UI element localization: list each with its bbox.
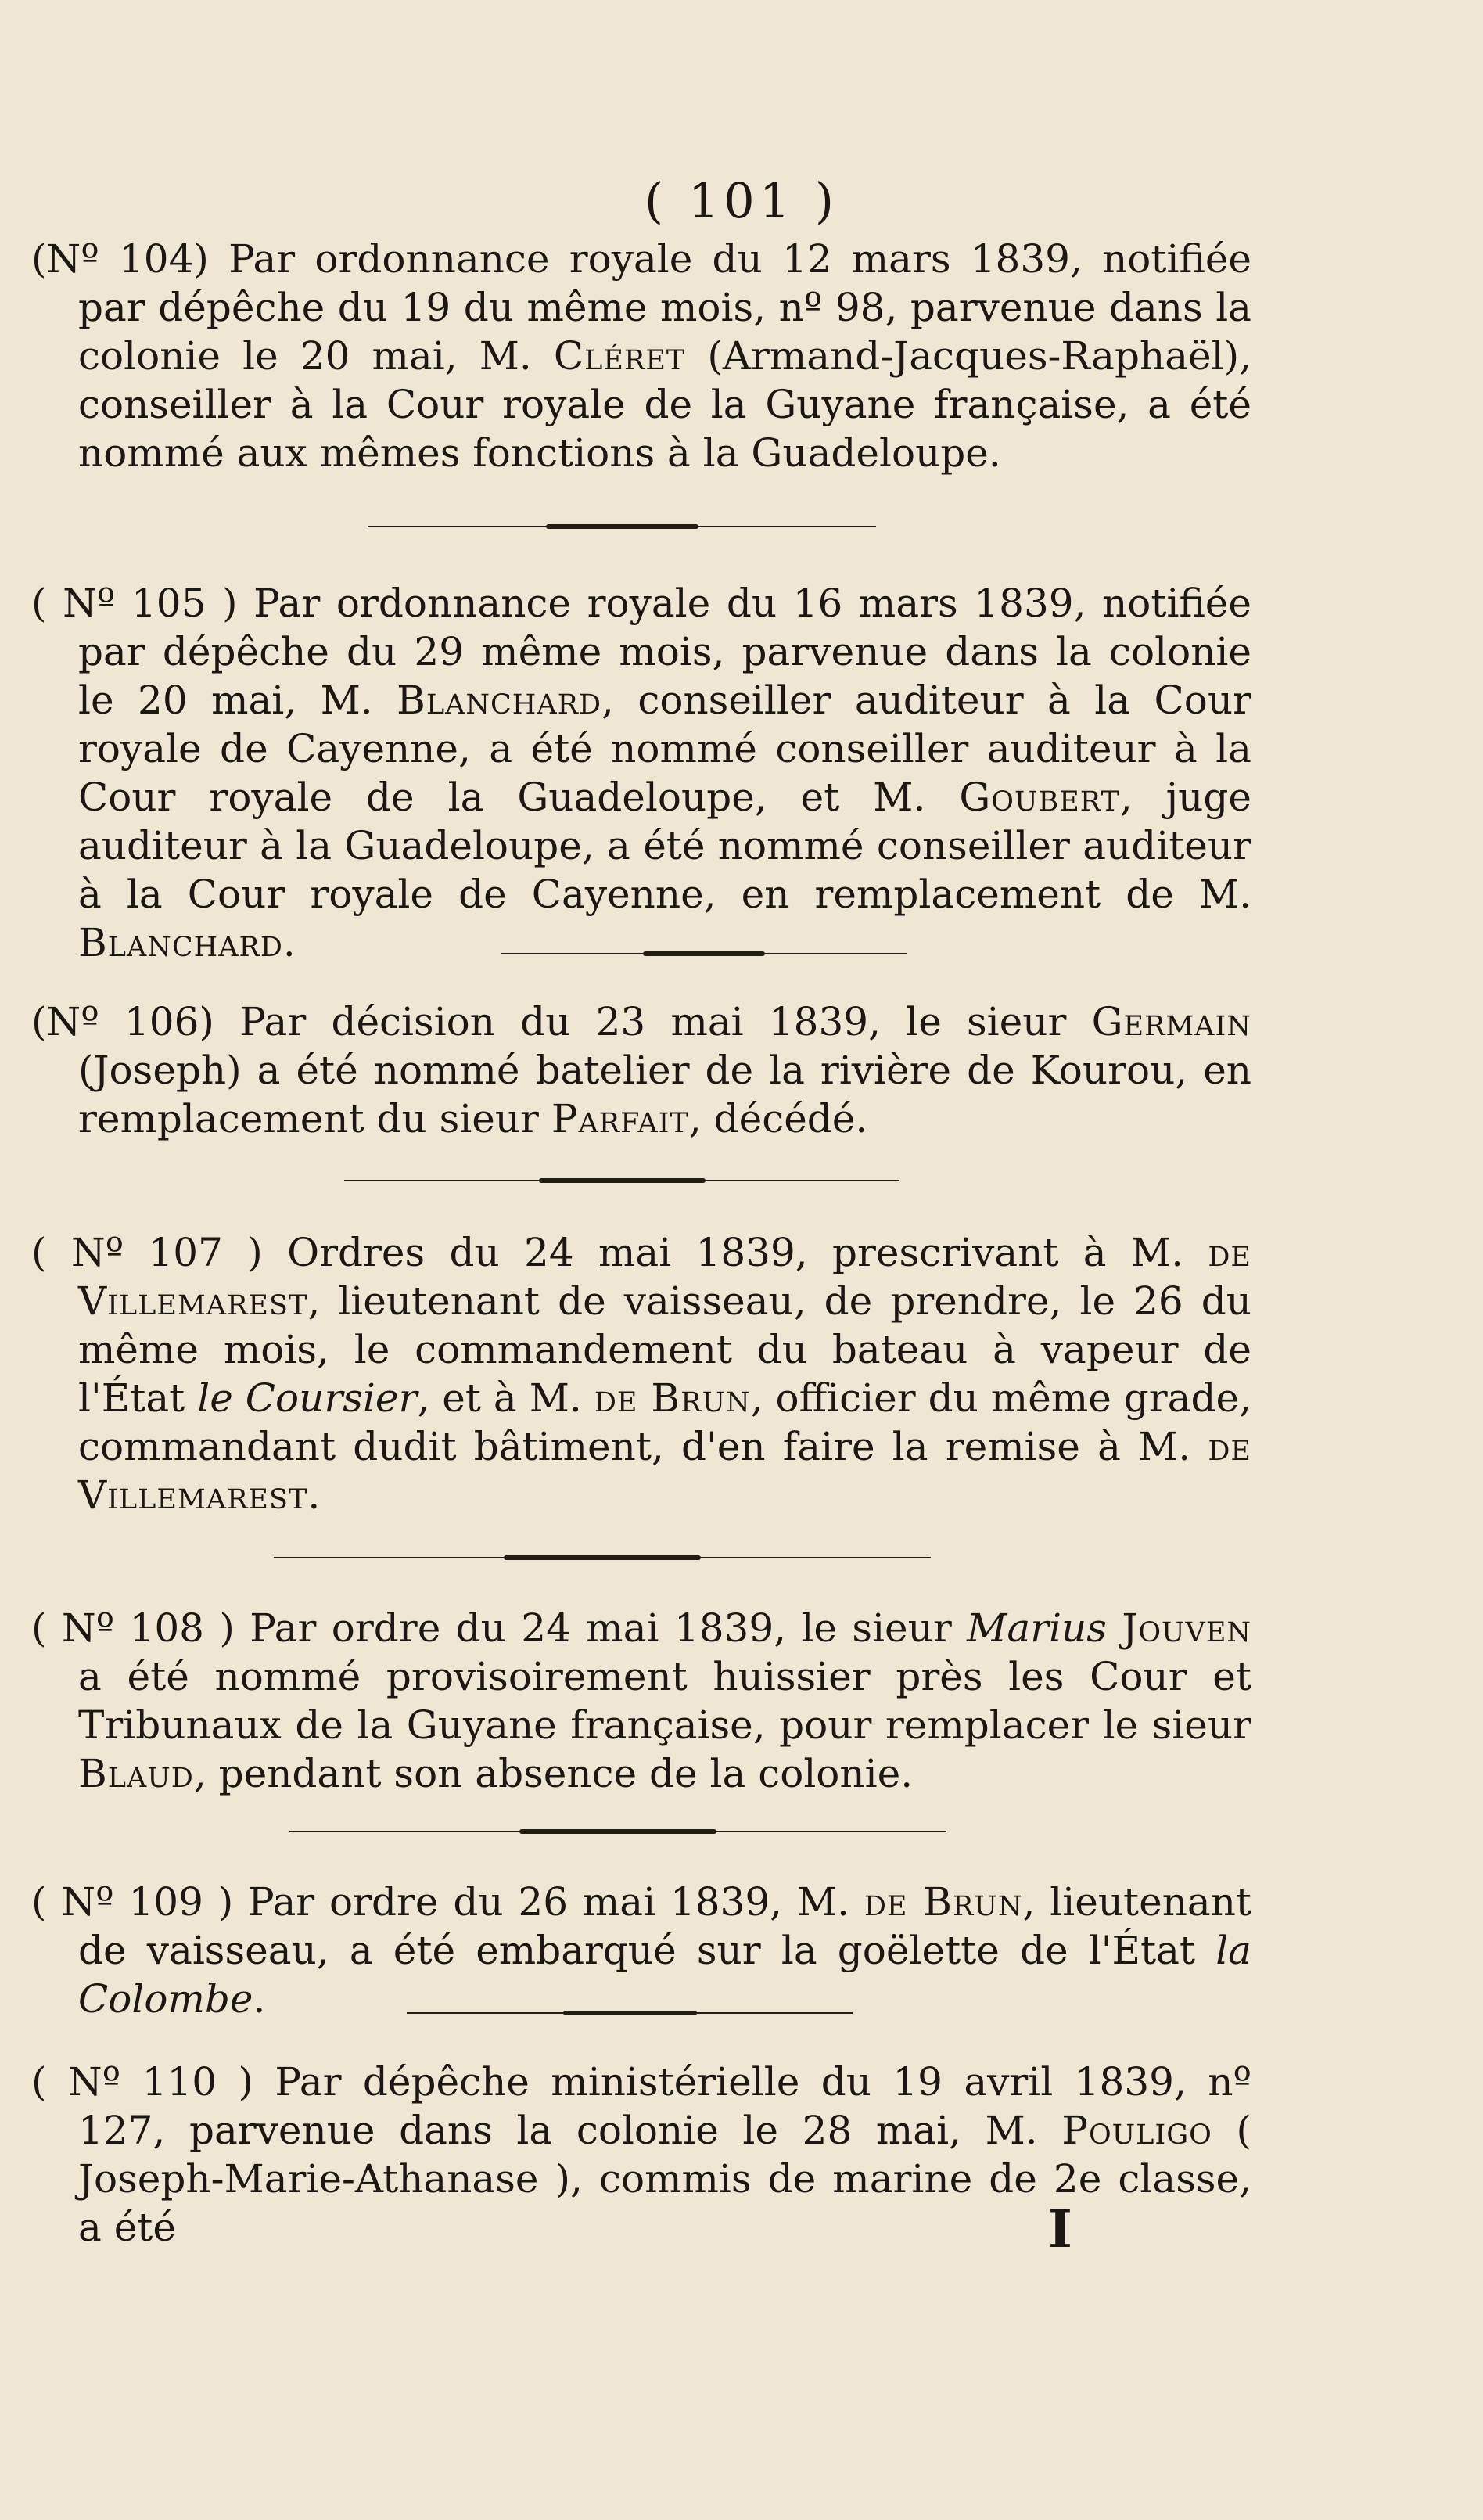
person-name: Jouven [1122, 1605, 1251, 1651]
entry-text: (Armand-Jacques-Raphaël), conseiller à la Cour royale de la Guyane française, a été nommé aux mêmes fonctions à la Guadeloupe. [78, 333, 1251, 476]
entry-text: , décédé. [688, 1096, 868, 1141]
entry-text: ( Nº 107 ) Ordres du 24 mai 1839, prescrivant à M. [31, 1230, 1208, 1275]
person-name: Goubert [959, 775, 1120, 820]
entry-text: (Nº 106) Par décision du 23 mai 1839, le sieur [31, 999, 1092, 1044]
entry-104 [31, 235, 1251, 477]
entry-text: . [282, 920, 296, 965]
person-name: Cléret [553, 333, 686, 379]
entry-text: ( Joseph-Marie-Athanase ), commis de marine de 2e classe, a été [78, 2108, 1252, 2250]
entry-text: , pendant son absence de la colonie. [193, 1751, 914, 1796]
ship-name: le Coursier [197, 1375, 418, 1421]
entry-109 [31, 1878, 1251, 2023]
separator-rule [407, 2012, 853, 2014]
entry-text: , et à M. [417, 1375, 594, 1421]
entry-text: , conseiller auditeur à la Cour royale de Cayenne, a été nommé conseiller auditeur à la Cour royale de la Guadeloupe, et M. [78, 678, 1251, 820]
entry-text: ( Nº 108 ) Par ordre du 24 mai 1839, le sieur [31, 1605, 968, 1651]
entry-text: , lieutenant de vaisseau, de prendre, le 26 du même mois, le commandement du bateau à vapeur de l'État [78, 1278, 1251, 1421]
entry-106 [31, 998, 1251, 1143]
entry-text: (Nº 104) Par ordonnance royale du 12 mars 1839, notifiée par dépêche du 19 du même mois, nº 98, parvenue dans la colonie le 20 mai, M. [31, 236, 1251, 379]
person-name: Parfait [551, 1096, 689, 1141]
person-name: Blaud [78, 1751, 194, 1796]
entry-text: a été nommé provisoirement huissier près les Cour et Tribunaux de la Guyane française, pour remplacer le sieur [78, 1654, 1251, 1748]
page-number: ( 101 ) [644, 172, 839, 229]
person-name: de Villemarest [78, 1424, 1251, 1518]
separator-rule [368, 526, 876, 527]
entry-text: ( Nº 110 ) Par dépêche ministérielle du 19 avril 1839, nº 127, parvenue dans la colonie le 28 mai, M. [31, 2059, 1251, 2153]
person-name: Blanchard [397, 678, 602, 723]
person-name: Blanchard [78, 920, 283, 965]
separator-rule [344, 1180, 899, 1181]
entry-text: ( Nº 109 ) Par ordre du 26 mai 1839, M. [31, 1879, 864, 1925]
entry-text: , lieutenant de vaisseau, a été embarqué sur la goëlette de l'État [78, 1879, 1251, 1973]
ship-name: la Colombe [78, 1928, 1251, 2022]
entry-text: ( Nº 105 ) Par ordonnance royale du 16 mars 1839, notifiée par dépêche du 29 même mois, parvenue dans la colonie le 20 mai, M. [31, 581, 1251, 723]
entry-text: (Joseph) a été nommé batelier de la rivière de Kourou, en remplacement du sieur [78, 1048, 1251, 1141]
separator-rule [274, 1557, 931, 1558]
entry-text: , officier du même grade, commandant dudit bâtiment, d'en faire la remise à M. [78, 1375, 1251, 1469]
person-name: Germain [1091, 999, 1251, 1044]
separator-rule [289, 1831, 946, 1832]
separator-rule [501, 953, 907, 954]
entry-107 [31, 1228, 1251, 1519]
first-name: Marius [967, 1605, 1107, 1651]
entry-text: . [307, 1472, 321, 1518]
person-name: Pouligo [1061, 2108, 1212, 2153]
entry-text: . [253, 1976, 266, 2022]
entry-108 [31, 1604, 1251, 1798]
entry-text: , juge auditeur à la Guadeloupe, a été nommé conseiller auditeur à la Cour royale de Cayenne, en remplacement de M. [78, 775, 1251, 917]
person-name: de Villemarest [78, 1230, 1251, 1324]
signature-mark: I [1048, 2198, 1072, 2259]
person-name: de Brun [864, 1879, 1023, 1925]
entry-105 [31, 579, 1251, 967]
person-name: de Brun [594, 1375, 751, 1421]
